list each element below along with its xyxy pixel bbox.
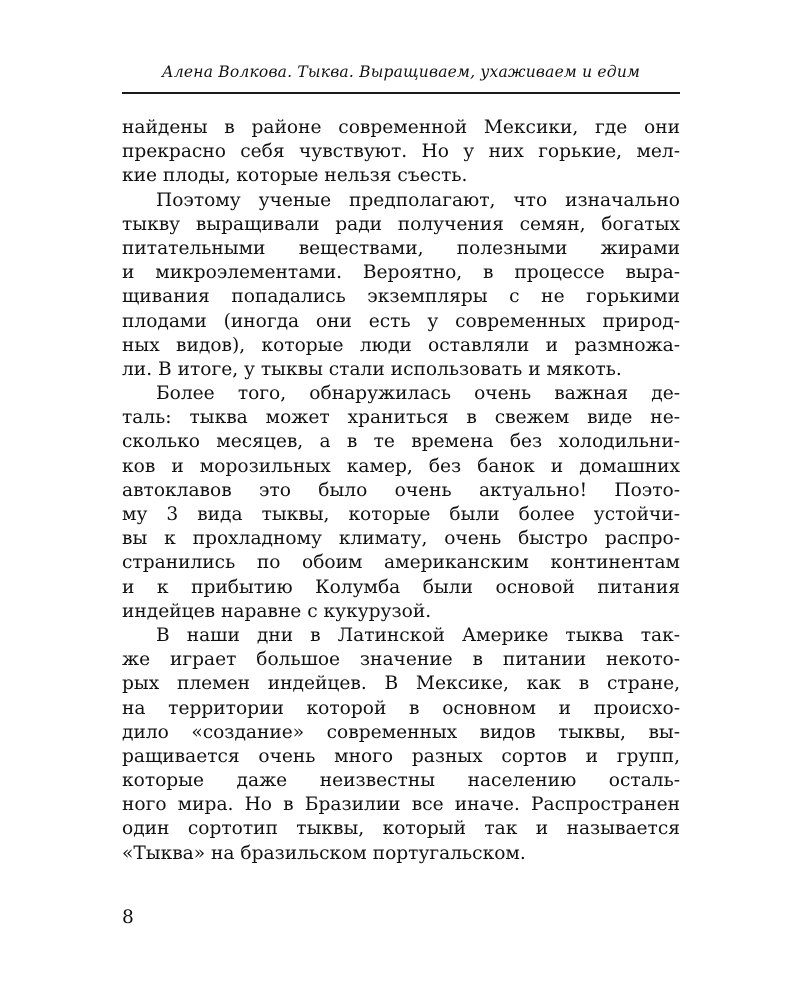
running-head: Алена Волкова. Тыква. Выращиваем, ухаживаем и едим [161, 63, 641, 81]
text-line: кие плоды, которые нельзя съесть. [122, 165, 468, 187]
text-line: ков и морозильных камер, без банок и домашних [122, 455, 680, 477]
text-line: найдены в районе современной Мексики, где они [122, 117, 680, 138]
text-line: автоклавов это было очень актуально! Поэто- [122, 479, 680, 501]
text-line: «Тыква» на бразильском португальском. [122, 842, 526, 864]
text-line: му 3 вида тыквы, которые были более устойчи- [122, 504, 680, 525]
text-line: вы к прохладному климату, очень быстро распро- [122, 528, 680, 550]
text-line: таль: тыква может храниться в свежем виде не- [122, 407, 680, 429]
text-line: В наши дни в Латинской Америке тыква так- [156, 624, 680, 646]
text-line: ного мира. Но в Бразилии все иначе. Распространен [122, 794, 680, 816]
text-line: и микроэлементами. Вероятно, в процессе выра- [122, 262, 680, 284]
text-line: на территории которой в основном и происхо- [122, 697, 680, 719]
text-line: дило «создание» современных видов тыквы, вы- [122, 721, 680, 743]
text-line: щивания попадались экземпляры с не горькими [122, 286, 680, 308]
text-line: же играет большое значение в питании некото- [122, 649, 680, 671]
text-line: рых племен индейцев. В Мексике, как в стране, [122, 673, 680, 695]
text-line: питательными веществами, полезными жирами [122, 237, 680, 259]
text-line: ли. В итоге, у тыквы стали использовать и мякоть. [122, 358, 622, 380]
header-rule [122, 92, 680, 94]
text-line: прекрасно себя чувствуют. Но у них горькие, мел- [122, 141, 680, 163]
text-line: Поэтому ученые предполагают, что изначально [156, 189, 680, 211]
text-line: индейцев наравне с кукурузой. [122, 600, 432, 622]
body-text [122, 116, 680, 866]
text-line: плодами (иногда они есть у современных природ- [122, 310, 680, 332]
text-line: ных видов), которые люди оставляли и размножа- [122, 334, 680, 356]
text-line: тыкву выращивали ради получения семян, богатых [122, 213, 680, 235]
text-line: один сортотип тыквы, который так и называется [122, 818, 680, 840]
text-line: ращивается очень много разных сортов и групп, [122, 745, 680, 767]
text-line: странились по обоим американским континентам [122, 552, 680, 574]
text-line: которые даже неизвестны населению осталь- [122, 770, 680, 792]
text-line: и к прибытию Колумба были основой питания [122, 576, 680, 598]
text-line: сколько месяцев, а в те времена без холодильни- [122, 431, 680, 453]
page-number: 8 [122, 907, 134, 928]
text-line: Более того, обнаружилась очень важная де- [156, 383, 680, 405]
